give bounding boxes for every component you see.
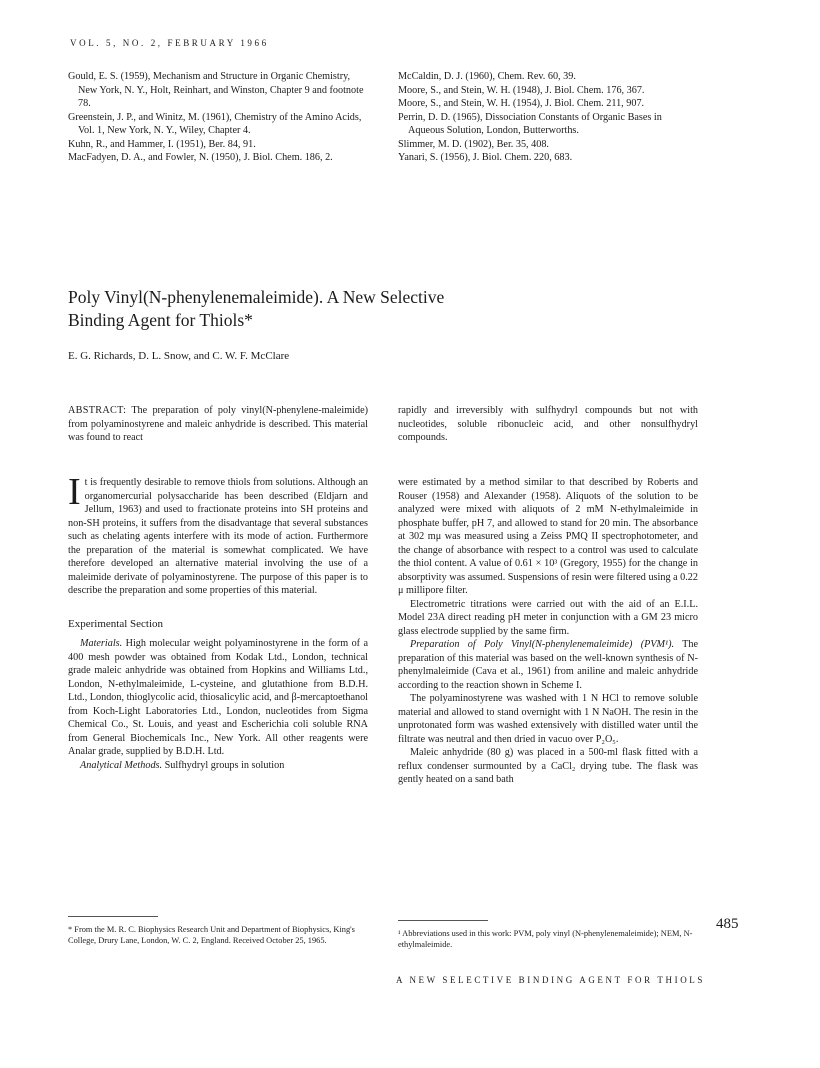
subsection-label: Materials.	[80, 638, 123, 649]
reference-item: Yanari, S. (1956), J. Biol. Chem. 220, 683.	[398, 152, 573, 163]
reference-item: Moore, S., and Stein, W. H. (1948), J. Biol. Chem. 176, 367.	[398, 84, 645, 96]
abstract-text: rapidly and irreversibly with sulfhydryl compounds but not with nucleotides, soluble ribonucleic acid, and other nonsulfhydryl compounds.	[398, 405, 698, 443]
reference-item: Greenstein, J. P., and Winitz, M. (1961), Chemistry of the Amino Acids, Vol. 1, New York, N. Y., Wiley, Chapter 4.	[68, 111, 362, 136]
footnote-affiliation: * From the M. R. C. Biophysics Research Unit and Department of Biophysics, King's College, Drury Lane, London, W. C. 2, England. Received October 25, 1965.	[68, 925, 355, 945]
references-right	[398, 70, 698, 165]
body-left-column	[68, 471, 369, 772]
running-footer: A NEW SELECTIVE BINDING AGENT FOR THIOLS	[396, 975, 705, 985]
materials-paragraph: High molecular weight polyaminostyrene in the form of a 400 mesh powder was obtained from Kodak Ltd., London, technical grade maleic anhydride was obtained from Hopkins and Williams Ltd., London, N-ethylmaleimide, L-cysteine, and glutathione from B.D.H. Ltd., London, thioglycolic acid, thiosalicylic acid, and β-mercaptoethanol from Koch-Light Laboratories Ltd., London, nucleotides from Sigma Chemical Co., St. Louis, and yeast and Escherichia coli soluble RNA from General Biochemicals Inc., New York. All other reagents were Analar grade, supplied by B.D.H. Ltd.	[68, 638, 369, 757]
section-heading: Experimental Section	[68, 617, 163, 630]
reference-item: MacFadyen, D. A., and Fowler, N. (1950), J. Biol. Chem. 186, 2.	[68, 152, 333, 163]
reference-item: Moore, S., and Stein, W. H. (1954), J. Biol. Chem. 211, 907.	[398, 98, 645, 109]
analytical-paragraph: Sulfhydryl groups in solution	[164, 759, 285, 771]
drop-cap: I	[68, 471, 81, 513]
titration-paragraph: Electrometric titrations were carried out with the aid of an E.I.L. Model 23A direct reading pH meter in conjunction with a GM 23 micro glass electrode supplied by the same firm.	[398, 598, 698, 637]
abstract-left	[68, 404, 368, 445]
references-left	[68, 70, 368, 165]
abstract-right	[398, 404, 698, 445]
subsection-label: Analytical Methods.	[80, 759, 163, 771]
article-title	[68, 286, 628, 332]
page-number: 485	[716, 916, 739, 932]
running-header: VOL. 5, NO. 2, FEBRUARY 1966	[70, 38, 269, 48]
methods-paragraph: were estimated by a method similar to that described by Roberts and Rouser (1958) and Alexander (1958). Aliquots of the solution to be analyzed were mixed with aliquots of 2 mM N-ethylmaleimide in phosphate buffer, pH 7, and allowed to stand for 20 min. The absorbance at 302 mμ was measured using a Zeiss PMQ II spectrophotometer, and the change of absorbance with respect to a control was used to calculate the thiol content. A value of 0.61 × 10³ (Gregory, 1955) for the change in absorptivity was assumed. Suspensions of resin were filtered using a 0.22 μ millipore filter.	[398, 477, 698, 596]
reference-item: McCaldin, D. J. (1960), Chem. Rev. 60, 39.	[398, 71, 576, 82]
footnote-rule	[398, 920, 488, 921]
article-title-line: Binding Agent for Thiols*	[68, 310, 253, 330]
reference-item: Kuhn, R., and Hammer, I. (1951), Ber. 84, 91.	[68, 138, 256, 150]
article-title-line: Poly Vinyl(N-phenylenemaleimide). A New Selective	[68, 287, 445, 307]
footnote-rule	[68, 916, 158, 917]
body-right-column	[398, 476, 698, 787]
preparation-paragraph: The preparation of this material was based on the well-known synthesis of N-phenylmaleimide (Cava et al., 1961) from aniline and maleic anhydride according to the reaction shown in Scheme I.	[398, 639, 699, 691]
reference-item: Slimmer, M. D. (1902), Ber. 35, 408.	[398, 138, 549, 150]
anhydride-paragraph: Maleic anhydride (80 g) was placed in a 500-ml flask fitted with a reflux condenser surmounted by a CaCl₂ drying tube. The flask was gently heated on a sand bath	[398, 747, 698, 785]
intro-paragraph: t is frequently desirable to remove thiols from solutions. Although an organomercurial polysaccharide has been described (Eldjarn and Jellum, 1963) and used to fractionate proteins into SH proteins and non-SH proteins, it suffers from the disadvantage that several substances such as chelating agents interfere with its mode of action. Furthermore the preparation of the material is somewhat complicated. We have therefore developed an alternative material involving the use of a maleimide derivate of polyaminostyrene. The purpose of this paper is to describe the preparation and some properties of this material.	[68, 477, 368, 596]
subsection-label: Preparation of Poly Vinyl(N-phenylenemaleimide) (PVM¹).	[410, 639, 675, 650]
footnote-abbreviations: ¹ Abbreviations used in this work: PVM, poly vinyl (N-phenylenemaleimide); NEM, N-ethylmaleimide.	[398, 929, 693, 949]
wash-paragraph: The polyaminostyrene was washed with 1 N HCl to remove soluble material and allowed to stand overnight with 1 N NaOH. The resin in the unprotonated form was washed extensively with distilled water until the filtrate was neutral and then dried in vacuo over P₂O₅.	[398, 693, 698, 745]
reference-item: Perrin, D. D. (1965), Dissociation Constants of Organic Bases in Aqueous Solution, London, Butterworths.	[398, 111, 662, 136]
abstract-text: The preparation of poly vinyl(N-phenylene-maleimide) from polyaminostyrene and maleic anhydride is described. This material was found to react	[68, 405, 368, 443]
article-authors: E. G. Richards, D. L. Snow, and C. W. F. McClare	[68, 350, 290, 362]
abstract-label: ABSTRACT:	[68, 405, 127, 416]
reference-item: Gould, E. S. (1959), Mechanism and Structure in Organic Chemistry, New York, N. Y., Holt, Reinhart, and Winston, Chapter 9 and footnote 78.	[68, 71, 364, 109]
